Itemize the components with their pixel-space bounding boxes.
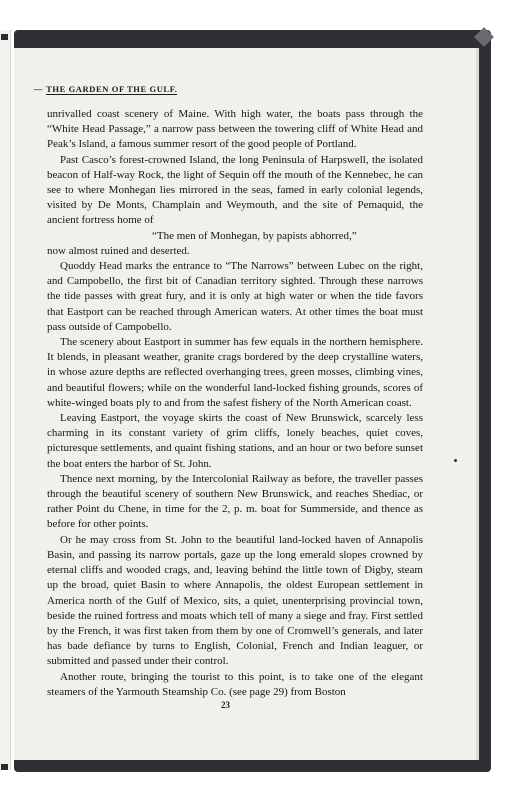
ink-speck — [454, 459, 457, 462]
page-number: 23 — [221, 700, 230, 710]
running-header — [34, 84, 177, 94]
paragraph: Another route, bringing the tourist to this point, is to take one of the elegant steamers of the Yarmouth Steamship Co. (see page 29) from Boston — [47, 670, 423, 698]
quotation: “The men of Monhegan, by papists abhorred,” — [152, 229, 357, 242]
paragraph: now almost ruined and deserted. — [47, 244, 190, 257]
header-title: THE GARDEN OF THE GULF. — [46, 84, 178, 94]
adjacent-page-edge — [0, 30, 11, 770]
paragraph: Leaving Eastport, the voyage skirts the coast of New Brunswick, scarcely less charming in its constant variety of grim cliffs, lonely beaches, quiet coves, picturesque settlements, and quaint fishing stations, and an hour or two before sunset the boat enters the harbor of St. John. — [47, 412, 423, 470]
paragraph: Or he may cross from St. John to the beautiful land-locked haven of Annapolis Basin, and passing its narrow portals, gaze up the long emerald slopes crowned by eternal cliffs and wooded crags, and, leaving behind the little town of Digby, steam up the broad, quiet Basin to where Annapolis, the oldest European settlement in America north of the Gulf of Mexico, sits, a quiet, unenterprising provincial town, beside the ruined fortress and moats which tell of many a siege and fray. First settled by the French, it was first taken from them by one of Cromwell’s generals, and later has bade defiance by turns to English, Colonial, French and Indian leaguer, or submitted and passed under their control. — [47, 533, 423, 668]
header-dash: — — [34, 84, 44, 94]
paragraph: The scenery about Eastport in summer has few equals in the northern hemisphere. It blends, in pleasant weather, granite crags bordered by the deep crystalline waters, in whose azure depths are reflected overhanging trees, green mosses, climbing vines, and beautiful flowers; while on the wonderful land-locked fishing grounds, scores of white-winged boats ply to and from the safest fishery of the North American coast. — [47, 336, 423, 409]
body-text — [47, 107, 423, 700]
paragraph: Thence next morning, by the Intercolonial Railway as before, the traveller passes through the beautiful scenery of southern New Brunswick, and reaches Shediac, or rather Point du Chene, in time for the 2, p. m. boat for Summerside, and thence as before for other points. — [47, 472, 423, 531]
paragraph: Past Casco’s forest-crowned Island, the long Peninsula of Harpswell, the isolated beacon of Half-way Rock, the light of Sequin off the mouth of the Kennebec, he can see to where Monhegan lies mirrored in the seas, famed in early colonial legends, visited by De Monts, Champlain and Weymouth, and the site of Pemaquid, the ancient fortress home of — [47, 153, 423, 227]
paragraph: Quoddy Head marks the entrance to “The Narrows” between Lubec on the right, and Campobello, the first bit of Canadian territory sighted. Through these narrows the tide passes with great fury, and it is only at high water or when the tide favors that Eastport can be reached through American waters. At other times the boat must pass outside of Campobello. — [47, 260, 423, 333]
book-page — [14, 48, 479, 760]
paragraph: unrivalled coast scenery of Maine. With high water, the boats pass through the “White Head Passage,” a narrow pass between the towering cliff of White Head and Peak’s Island, a famous summer resort of the good people of Portland. — [47, 108, 423, 151]
